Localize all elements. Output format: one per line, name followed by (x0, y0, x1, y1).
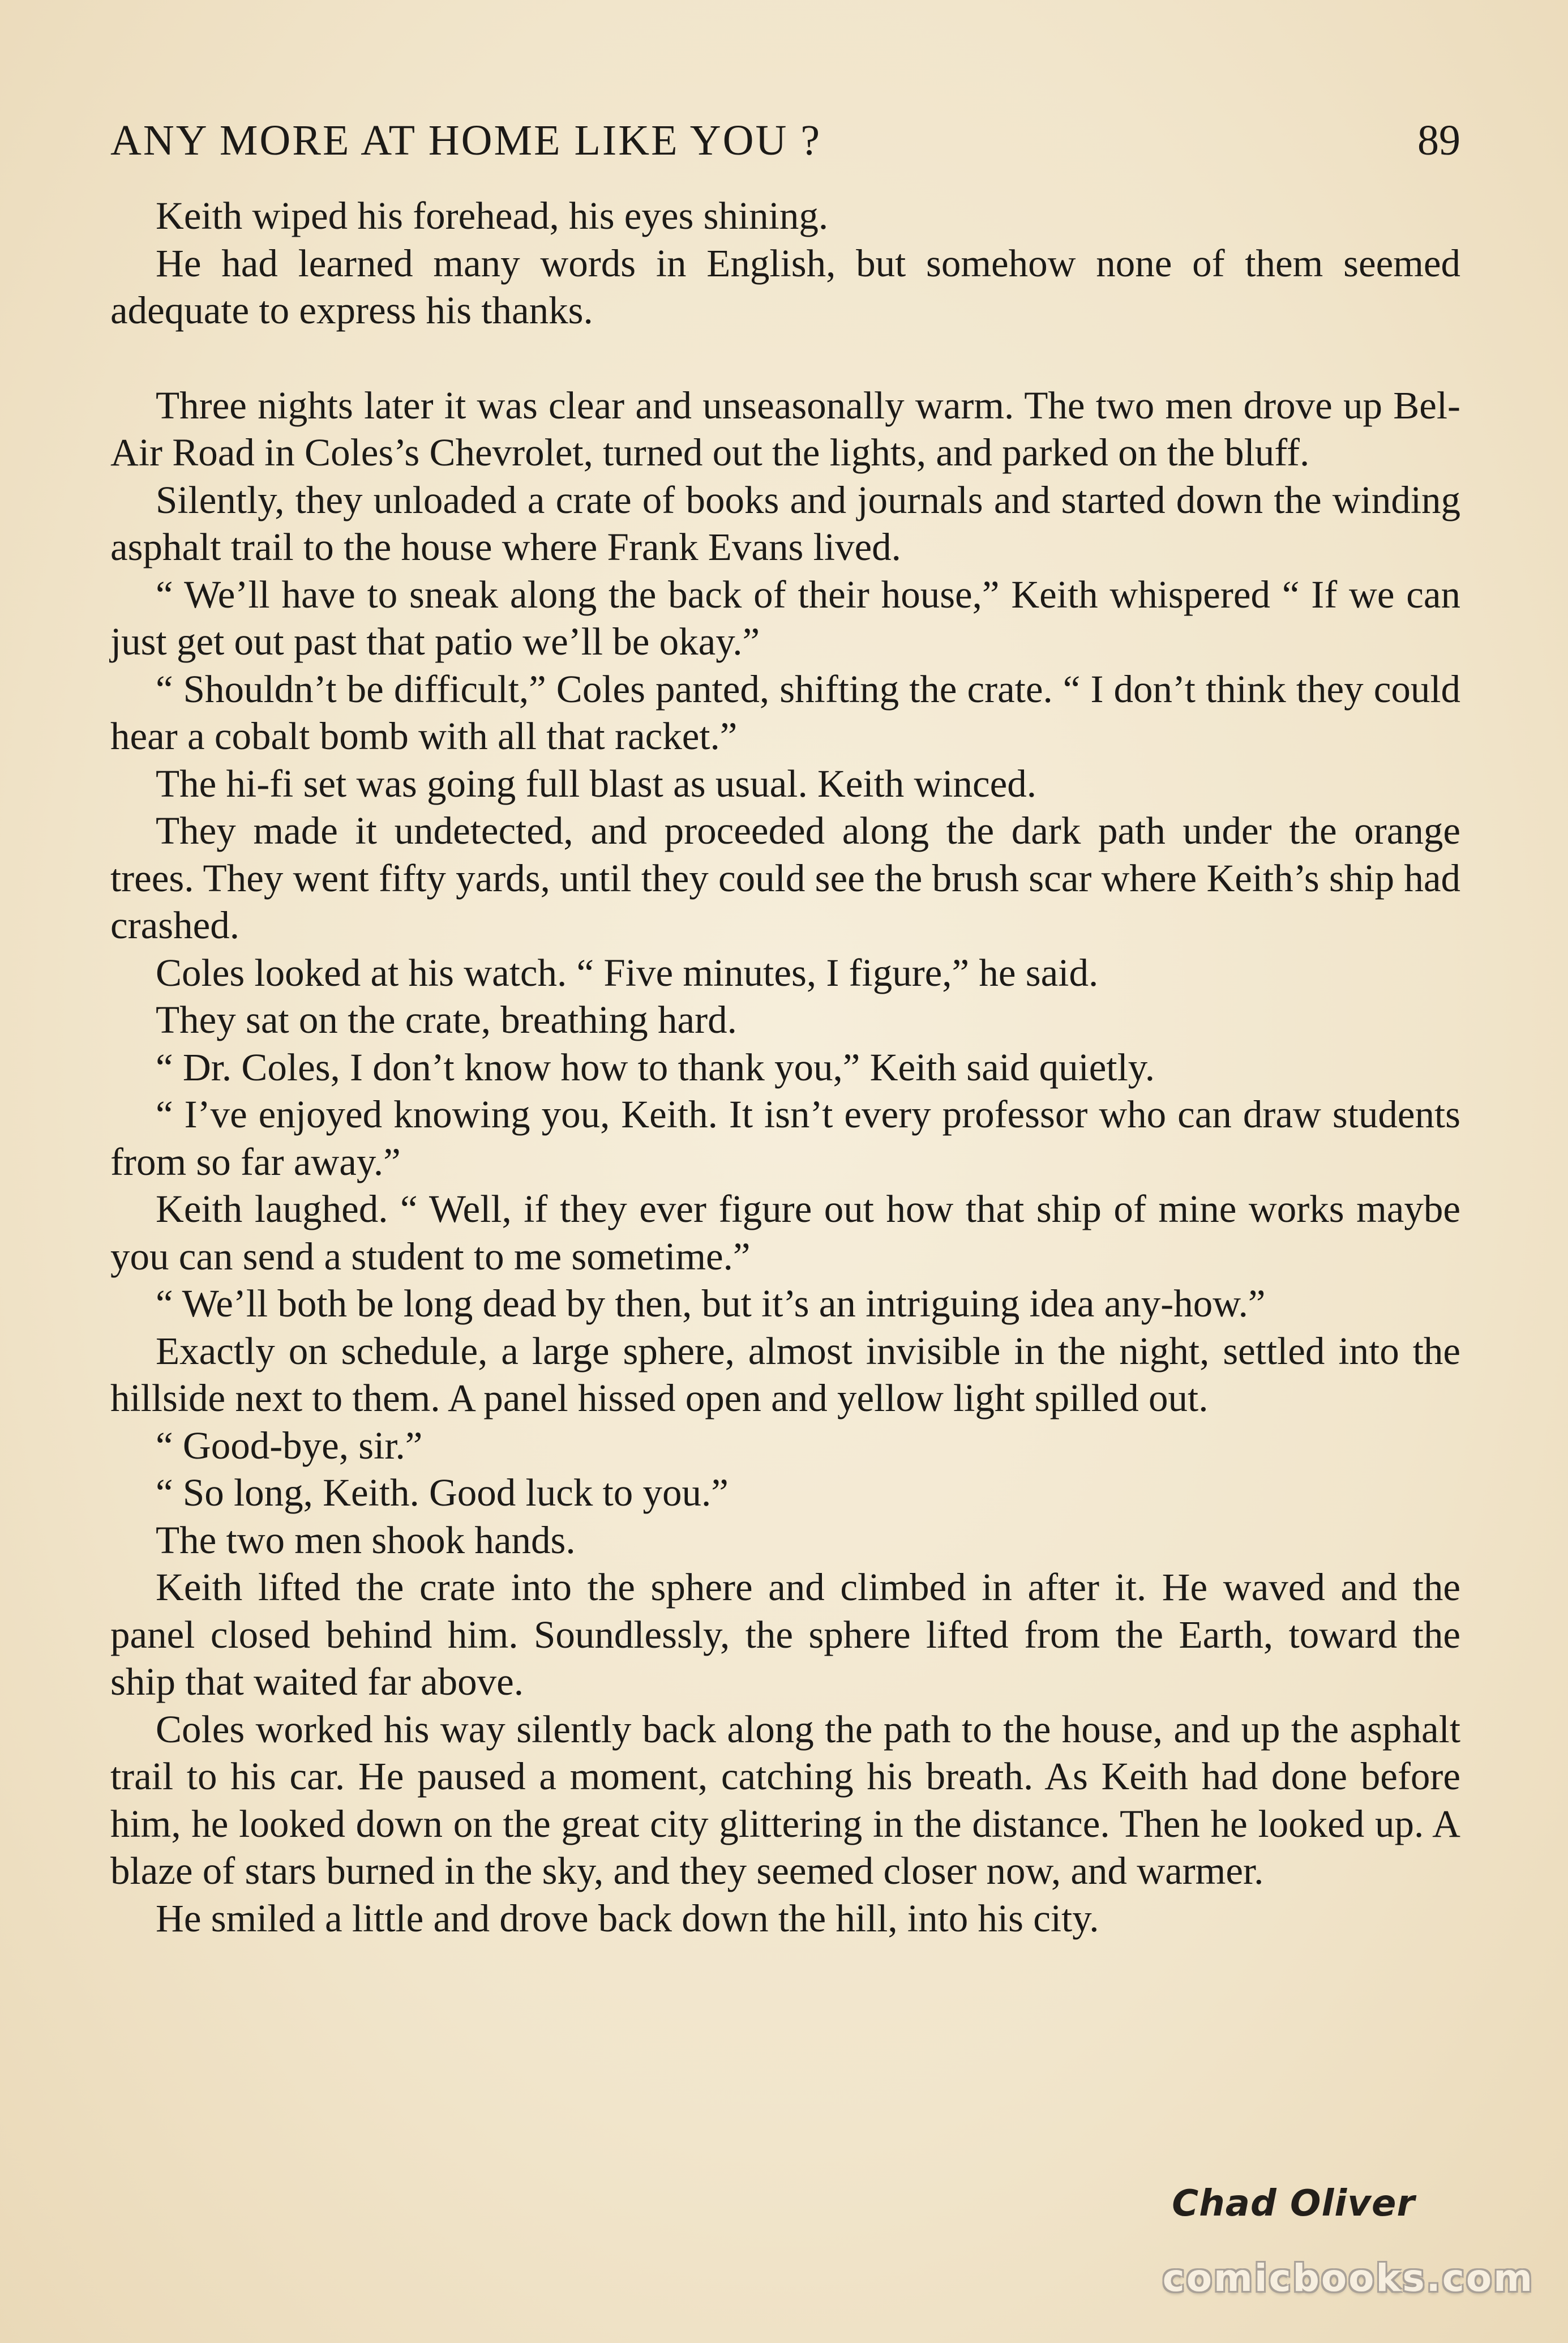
page-number: 89 (1417, 117, 1460, 164)
paragraph: “ Shouldn’t be difficult,” Coles panted, shifting the crate. “ I don’t think they could hear a cobalt bomb with all that racket.” (110, 667, 1460, 758)
paragraph: They made it undetected, and proceeded along the dark path under the orange trees. They went fifty yards, until they could see the brush scar where Keith’s ship had crashed. (110, 809, 1460, 947)
paragraph: “ I’ve enjoyed knowing you, Keith. It isn’t every professor who can draw students from so far away.” (110, 1093, 1460, 1183)
paragraph: “ So long, Keith. Good luck to you.” (156, 1471, 729, 1514)
paragraph: “ We’ll both be long dead by then, but it’s an intriguing idea any-how.” (156, 1282, 1266, 1325)
book-page (110, 116, 1460, 1942)
running-head (110, 116, 1460, 165)
paragraph: Coles looked at his watch. “ Five minutes, I figure,” he said. (156, 951, 1099, 994)
watermark: comicbooks.com (1162, 2256, 1534, 2300)
body-text (110, 193, 1460, 1942)
paragraph: They sat on the crate, breathing hard. (156, 998, 737, 1041)
paragraph: “ Dr. Coles, I don’t know how to thank you,” Keith said quietly. (156, 1045, 1155, 1089)
paragraph: Keith laughed. “ Well, if they ever figure out how that ship of mine works maybe you can send a student to me sometime.” (110, 1187, 1460, 1278)
chapter-title: ANY MORE AT HOME LIKE YOU ? (110, 117, 822, 164)
paragraph: The two men shook hands. (156, 1518, 576, 1562)
paragraph: Keith wiped his forehead, his eyes shining. (156, 194, 829, 237)
paragraph: Exactly on schedule, a large sphere, almost invisible in the night, settled into the hillside next to them. A panel hissed open and yellow light spilled out. (110, 1329, 1460, 1420)
author-signature: Chad Oliver (1172, 2183, 1415, 2225)
paragraph: He smiled a little and drove back down the hill, into his city. (156, 1896, 1099, 1940)
paragraph: He had learned many words in English, but somehow none of them seemed adequate to express his thanks. (110, 241, 1460, 332)
paragraph: “ We’ll have to sneak along the back of their house,” Keith whispered “ If we can just get out past that patio we’ll be okay.” (110, 572, 1460, 663)
paragraph: “ Good-bye, sir.” (156, 1423, 423, 1467)
paragraph: Three nights later it was clear and unseasonally warm. The two men drove up Bel-Air Road in Coles’s Chevrolet, turned out the lights, and parked on the bluff. (110, 383, 1460, 474)
paragraph: Coles worked his way silently back along the path to the house, and up the asphalt trail to his car. He paused a moment, catching his breath. As Keith had done before him, he looked down on the great city glittering in the distance. Then he looked up. A blaze of stars burned in the sky, and they seemed closer now, and warmer. (110, 1707, 1460, 1892)
paragraph: The hi-fi set was going full blast as usual. Keith winced. (156, 762, 1037, 805)
paragraph: Keith lifted the crate into the sphere and climbed in after it. He waved and the panel closed behind him. Soundlessly, the sphere lifted from the Earth, toward the ship that waited far above. (110, 1566, 1460, 1703)
paragraph: Silently, they unloaded a crate of books and journals and started down the winding asphalt trail to the house where Frank Evans lived. (110, 478, 1460, 568)
